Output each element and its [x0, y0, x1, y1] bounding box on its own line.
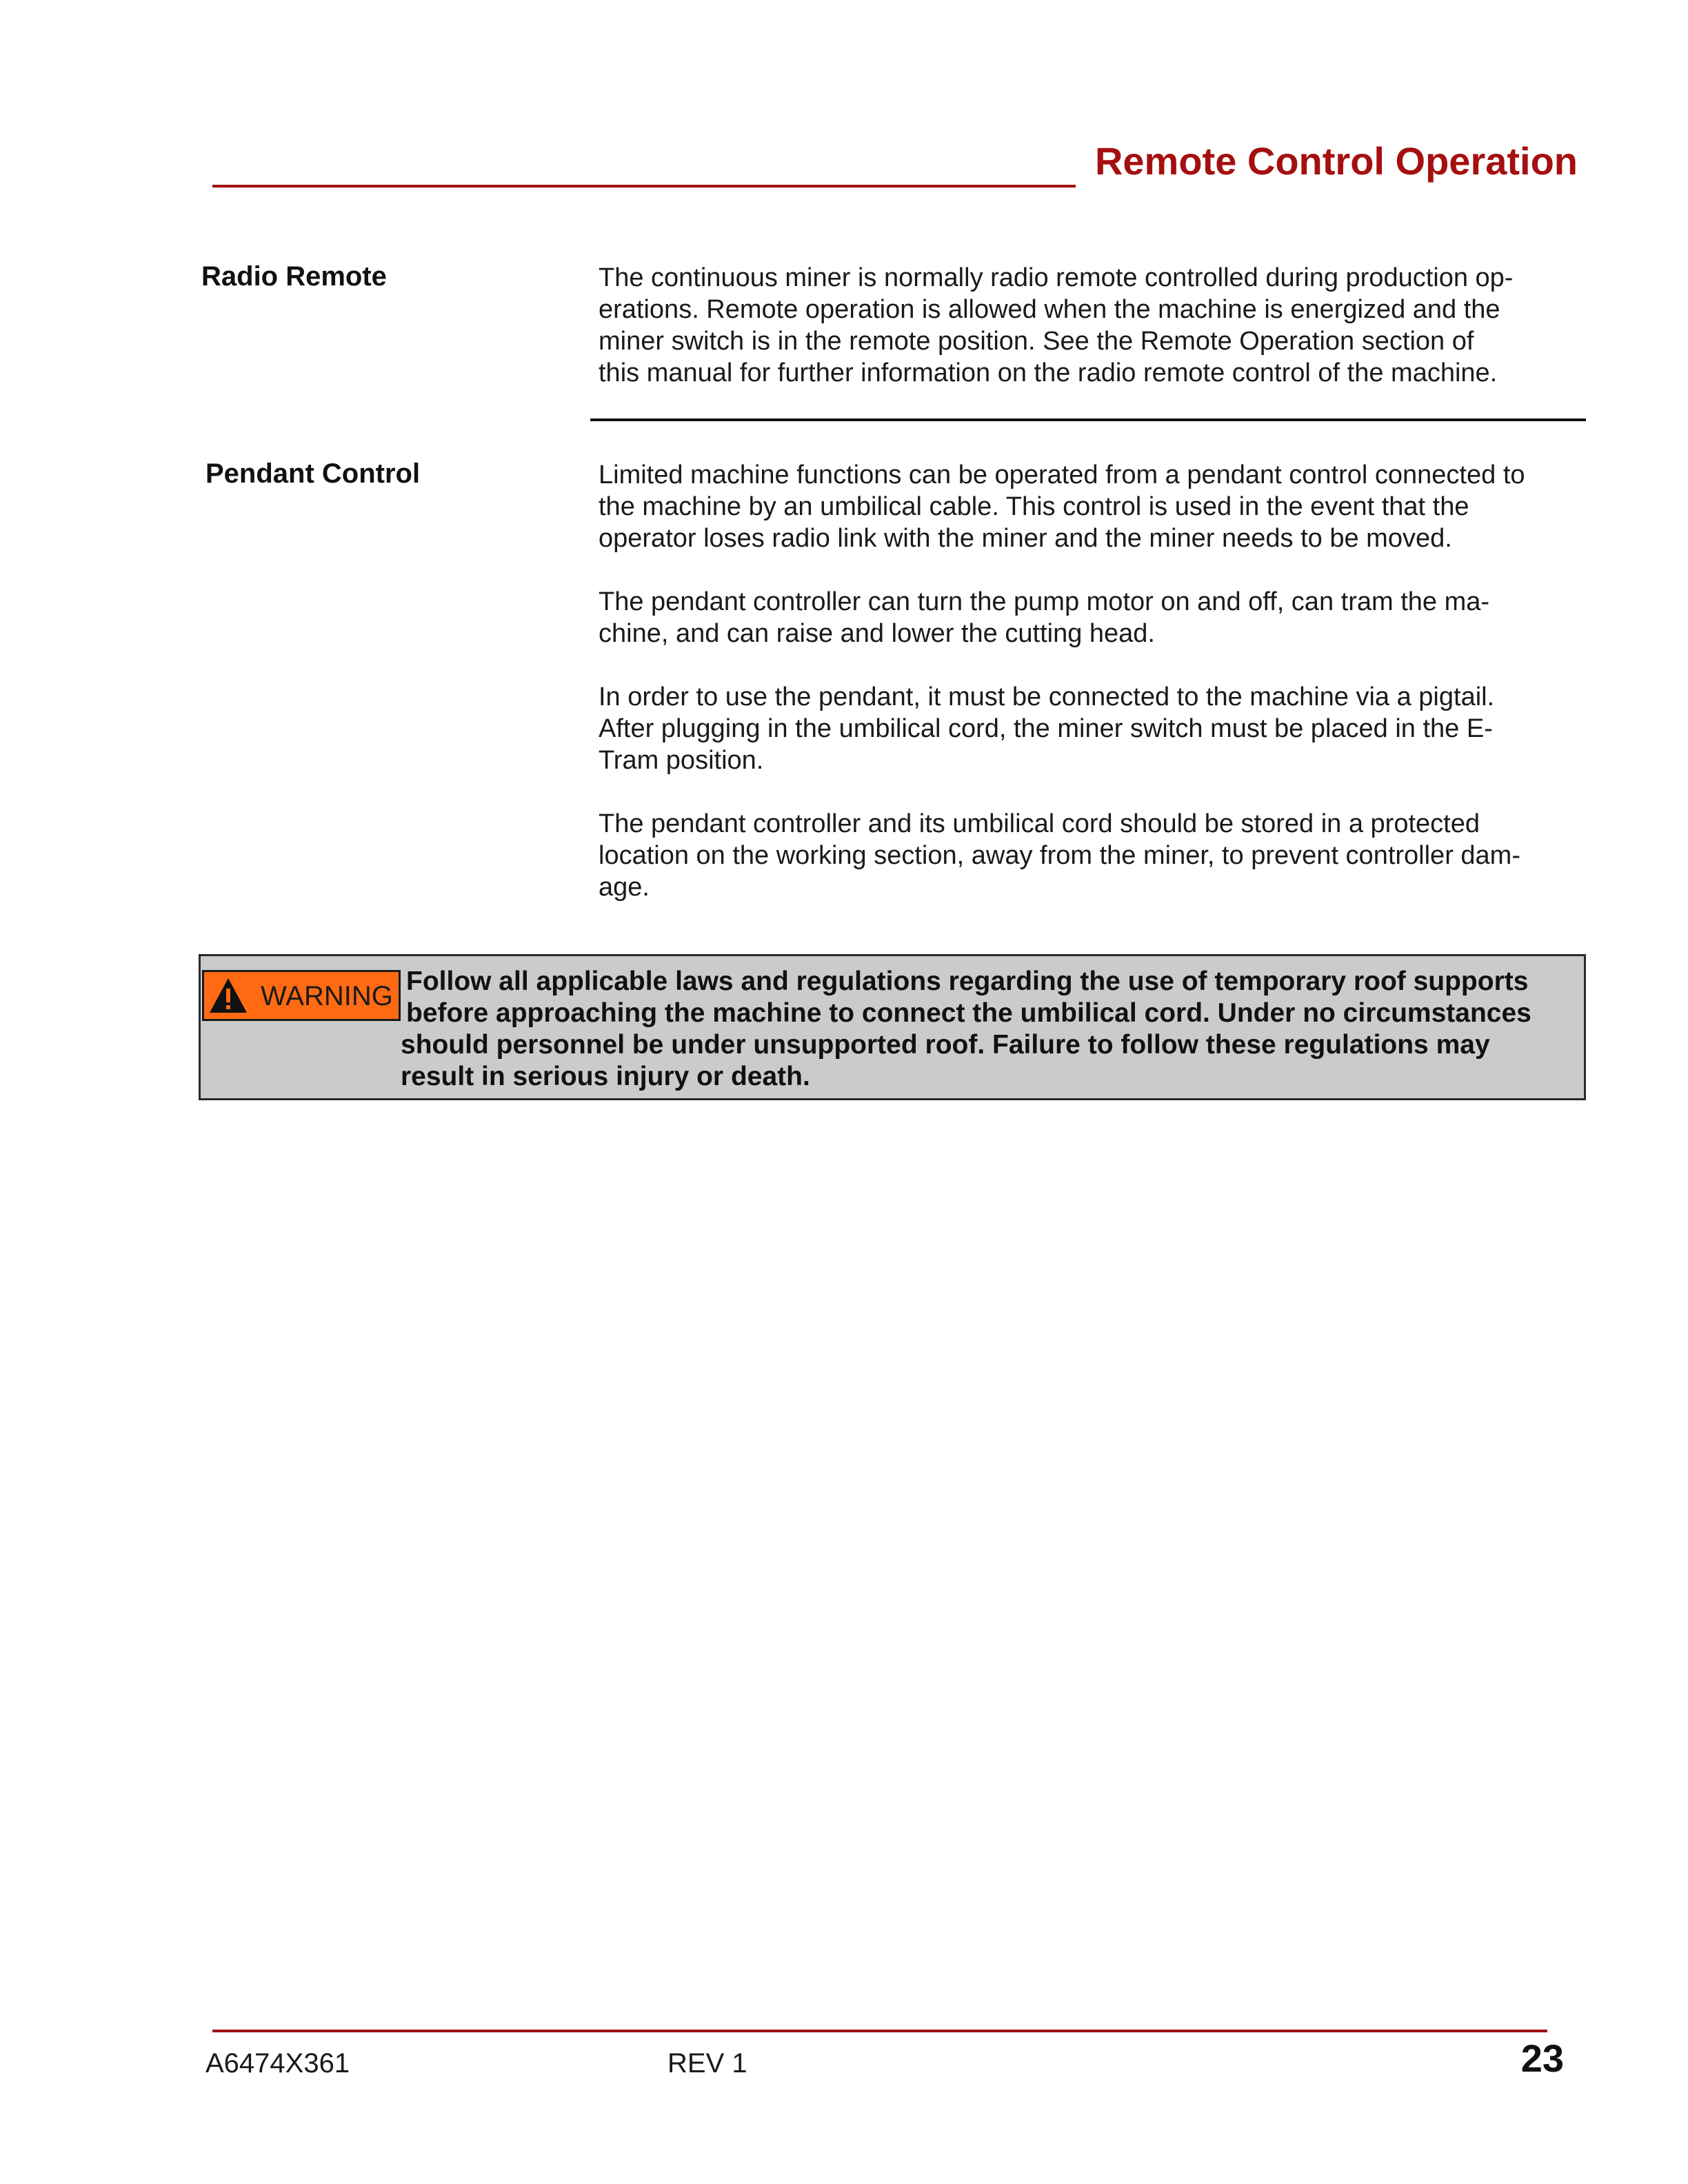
footer-rule	[212, 2030, 1547, 2032]
text-line: The pendant controller and its umbilical cord should be stored in a protected	[599, 809, 1480, 838]
warning-badge	[202, 970, 401, 1021]
warning-label: WARNING	[261, 981, 393, 1011]
text-line: chine, and can raise and lower the cutting head.	[599, 619, 1155, 648]
warning-line: Follow all applicable laws and regulations regarding the use of temporary roof supports	[406, 967, 1529, 996]
text-line: location on the working section, away from the miner, to prevent controller dam-	[599, 841, 1520, 870]
text-line: In order to use the pendant, it must be connected to the machine via a pigtail.	[599, 682, 1495, 711]
text-line: operator loses radio link with the miner and the miner needs to be moved.	[599, 524, 1452, 553]
warning-line: before approaching the machine to connect the umbilical cord. Under no circumstances	[406, 998, 1531, 1028]
revision-label: REV 1	[667, 2048, 747, 2079]
section-label-radio-remote: Radio Remote	[201, 261, 387, 292]
warning-text	[401, 966, 1578, 1093]
page-title: Remote Control Operation	[1094, 139, 1578, 183]
text-line: After plugging in the umbilical cord, the miner switch must be placed in the E-	[599, 714, 1493, 743]
section-body-radio-remote	[599, 262, 1585, 389]
document-number: A6474X361	[205, 2048, 350, 2079]
text-line: erations. Remote operation is allowed when the machine is energized and the	[599, 295, 1500, 324]
warning-box	[199, 954, 1586, 1100]
paragraph	[599, 459, 1585, 554]
section-divider	[590, 418, 1586, 421]
header-rule	[212, 185, 1076, 188]
text-line: Limited machine functions can be operated from a pendant control connected to	[599, 461, 1525, 489]
text-line: Tram position.	[599, 746, 764, 775]
text-line: The continuous miner is normally radio remote controlled during production op-	[599, 263, 1514, 292]
text-line: miner switch is in the remote position. See the Remote Operation section of	[599, 327, 1474, 356]
section-body-pendant-control	[599, 459, 1585, 903]
warning-line: should personnel be under unsupported roof. Failure to follow these regulations may	[401, 1030, 1490, 1060]
warning-triangle-icon	[208, 976, 248, 1015]
text-line: The pendant controller can turn the pump motor on and off, can tram the ma-	[599, 587, 1490, 616]
paragraph	[599, 586, 1585, 649]
paragraph	[599, 262, 1585, 389]
section-label-pendant-control: Pendant Control	[205, 458, 421, 489]
paragraph	[599, 681, 1585, 776]
text-line: this manual for further information on the radio remote control of the machine.	[599, 358, 1498, 387]
text-line: age.	[599, 873, 650, 902]
text-line: the machine by an umbilical cable. This control is used in the event that the	[599, 492, 1469, 521]
warning-line: result in serious injury or death.	[401, 1062, 810, 1091]
page-number: 23	[1520, 2036, 1564, 2080]
paragraph	[599, 808, 1585, 903]
